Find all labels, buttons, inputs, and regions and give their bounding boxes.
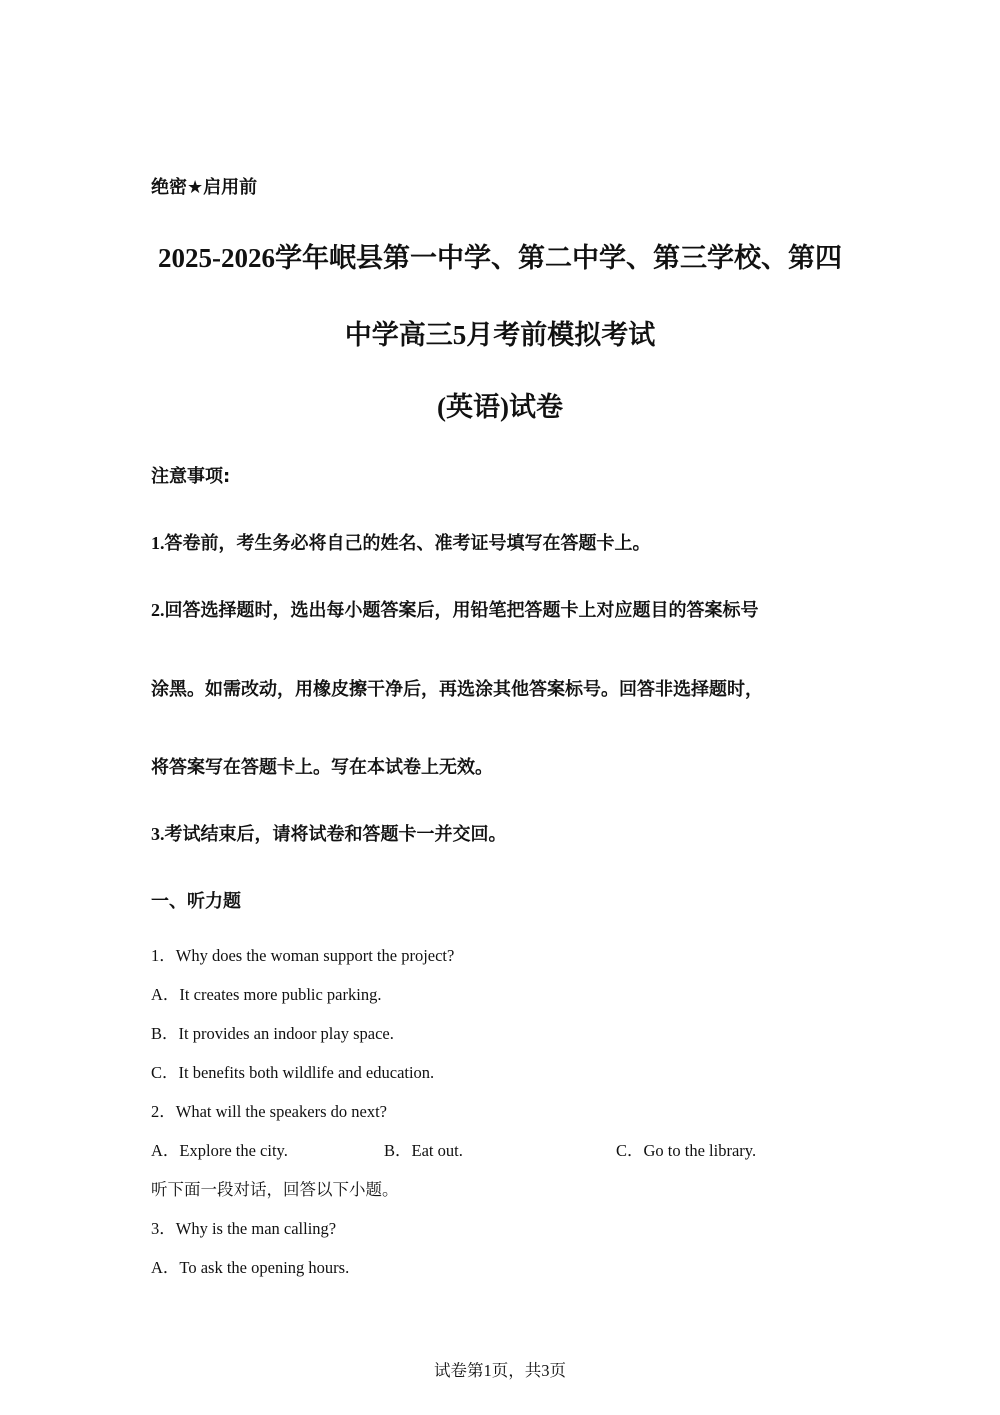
question-1-option-c: C．It benefits both wildlife and education. xyxy=(151,1063,435,1082)
section-title: 一、听力题 xyxy=(151,891,241,912)
notice-item-3: 3.考试结束后，请将试卷和答题卡一并交回。 xyxy=(151,824,507,844)
question-1-stem: 1．Why does the woman support the project? xyxy=(151,946,455,965)
question-1-option-b: B．It provides an indoor play space. xyxy=(151,1024,394,1043)
question-1-option-a: A．It creates more public parking. xyxy=(151,985,382,1004)
question-3-stem: 3．Why is the man calling? xyxy=(151,1219,337,1238)
question-2-stem: 2．What will the speakers do next? xyxy=(151,1102,387,1121)
page-footer: 试卷第1页，共3页 xyxy=(434,1361,566,1380)
notice-item-2-line-1: 2.回答选择题时，选出每小题答案后，用铅笔把答题卡上对应题目的答案标号 xyxy=(151,600,759,620)
question-3-option-a: A．To ask the opening hours. xyxy=(151,1258,350,1277)
exam-title-line-3: (英语)试卷 xyxy=(437,392,563,422)
exam-title-line-2: 中学高三5月考前模拟考试 xyxy=(344,320,656,350)
notice-heading: 注意事项: xyxy=(151,466,231,487)
question-2-option-c: C．Go to the library. xyxy=(616,1141,757,1160)
notice-item-1: 1.答卷前，考生务必将自己的姓名、准考证号填写在答题卡上。 xyxy=(151,533,651,553)
dialogue-instruction: 听下面一段对话，回答以下小题。 xyxy=(151,1180,399,1199)
confidential-label: 绝密★启用前 xyxy=(151,177,258,198)
notice-item-2-line-2: 涂黑。如需改动，用橡皮擦干净后，再选涂其他答案标号。回答非选择题时， xyxy=(151,679,763,700)
notice-item-2-line-3: 将答案写在答题卡上。写在本试卷上无效。 xyxy=(151,757,493,778)
question-2-option-a: A．Explore the city. xyxy=(151,1141,288,1160)
exam-title-line-1: 2025-2026学年岷县第一中学、第二中学、第三学校、第四 xyxy=(158,243,842,273)
question-2-option-b: B．Eat out. xyxy=(384,1141,463,1160)
